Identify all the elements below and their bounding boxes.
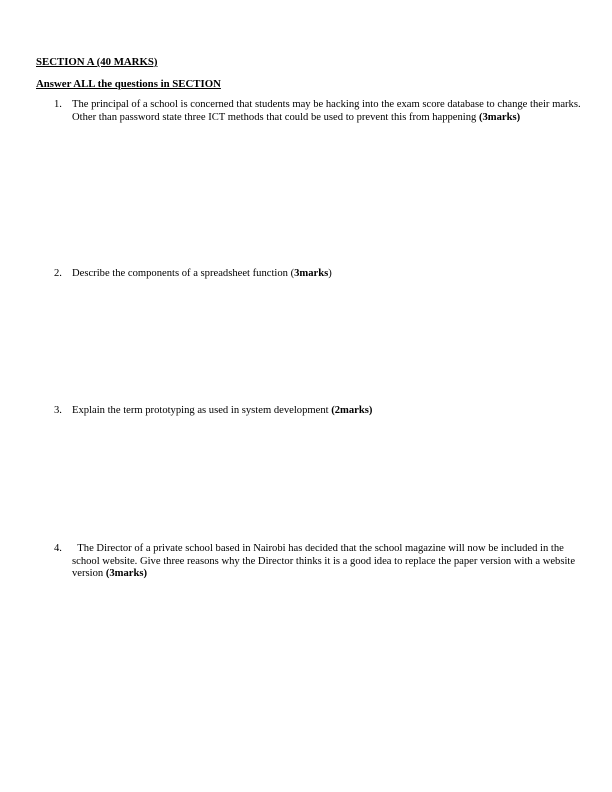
question-text — [72, 543, 584, 581]
question-1 — [54, 99, 584, 124]
question-marks: (3marks) — [105, 568, 148, 580]
question-marks: (3marks) — [478, 111, 521, 123]
question-text — [72, 268, 584, 281]
question-body: The principal of a school is concerned that students may be hacking into the exam score database to change their marks. Other than password state three ICT methods that could be used to prevent this from happening — [72, 99, 581, 123]
question-3 — [54, 405, 584, 418]
question-suffix: ) — [328, 268, 332, 279]
question-body: The Director of a private school based in Nairobi has decided that the school magazine will now be included in the school website. Give three reasons why the Director thinks it is a good idea to replace the paper version with a website version — [72, 543, 578, 580]
instruction: Answer ALL the questions in SECTION — [36, 78, 221, 90]
question-number: 3. — [54, 405, 62, 416]
question-text — [72, 99, 584, 124]
question-number: 4. — [54, 543, 62, 554]
question-body: Describe the components of a spreadsheet function ( — [72, 268, 295, 279]
question-number: 2. — [54, 268, 62, 279]
question-text — [72, 405, 584, 418]
section-title: SECTION A (40 MARKS) — [36, 56, 158, 68]
question-2 — [54, 268, 584, 281]
question-4 — [54, 543, 584, 581]
question-marks: 3marks — [294, 268, 329, 279]
question-number: 1. — [54, 99, 62, 110]
question-body: Explain the term prototyping as used in system development — [72, 405, 332, 416]
question-marks: (2marks) — [331, 405, 373, 416]
